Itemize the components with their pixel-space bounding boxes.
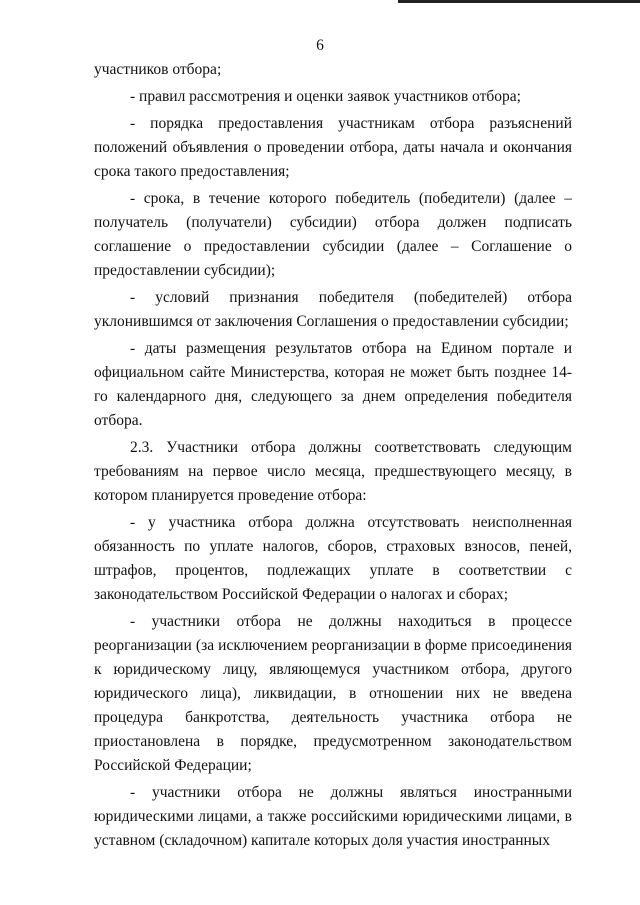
paragraph-continuation: участников отбора; — [94, 61, 222, 78]
section-2-3-paragraph: 2.3. Участники отбора должны соответствовать следующим требованиям на первое число месяца, предшествующего месяцу, в котором планируется проведение отбора: — [94, 439, 572, 504]
list-item-agreement-deadline: - срока, в течение которого победитель (победители) (далее – получатель (получатели) субсидии) отбора должен подписать соглашение о предоставлении субсидии (далее – Соглашение о предоставлении субсидии); — [94, 190, 572, 279]
requirement-no-tax-debt: - у участника отбора должна отсутствовать неисполненная обязанность по уплате налогов, сборов, страховых взносов, пеней, штрафов, процентов, подлежащих уплате в соответствии с законодательством Российской Федерации о налогах и сборах; — [94, 514, 572, 603]
requirement-not-foreign-entity: - участники отбора не должны являться иностранными юридическими лицами, а также российскими юридическими лицами, в уставном (складочном) капитале которых доля участия иностранных — [94, 784, 572, 849]
list-item-results-publication-date: - даты размещения результатов отбора на Едином портале и официальном сайте Министерства, которая не может быть позднее 14-го календарного дня, следующего за днем определения победителя отбора. — [94, 340, 572, 429]
top-border-rule — [398, 0, 640, 3]
list-item-evasion-conditions: - условий признания победителя (победителей) отбора уклонившимся от заключения Соглашения о предоставлении субсидии; — [94, 289, 572, 330]
list-item-clarification-procedure: - порядка предоставления участникам отбора разъяснений положений объявления о проведении отбора, даты начала и окончания срока такого предоставления; — [94, 115, 572, 180]
list-item-review-rules: - правил рассмотрения и оценки заявок участников отбора; — [130, 88, 521, 105]
page-number: 6 — [316, 37, 324, 54]
document-body — [94, 58, 572, 853]
requirement-no-reorganization: - участники отбора не должны находиться в процессе реорганизации (за исключением реорганизации в форме присоединения к юридическому лицу, являющемуся участником отбора, другого юридического лица), ликвидации, в отношении них не введена процедура банкротства, деятельность участника отбора не приостановлена в порядке, предусмотренном законодательством Российской Федерации; — [94, 613, 572, 774]
